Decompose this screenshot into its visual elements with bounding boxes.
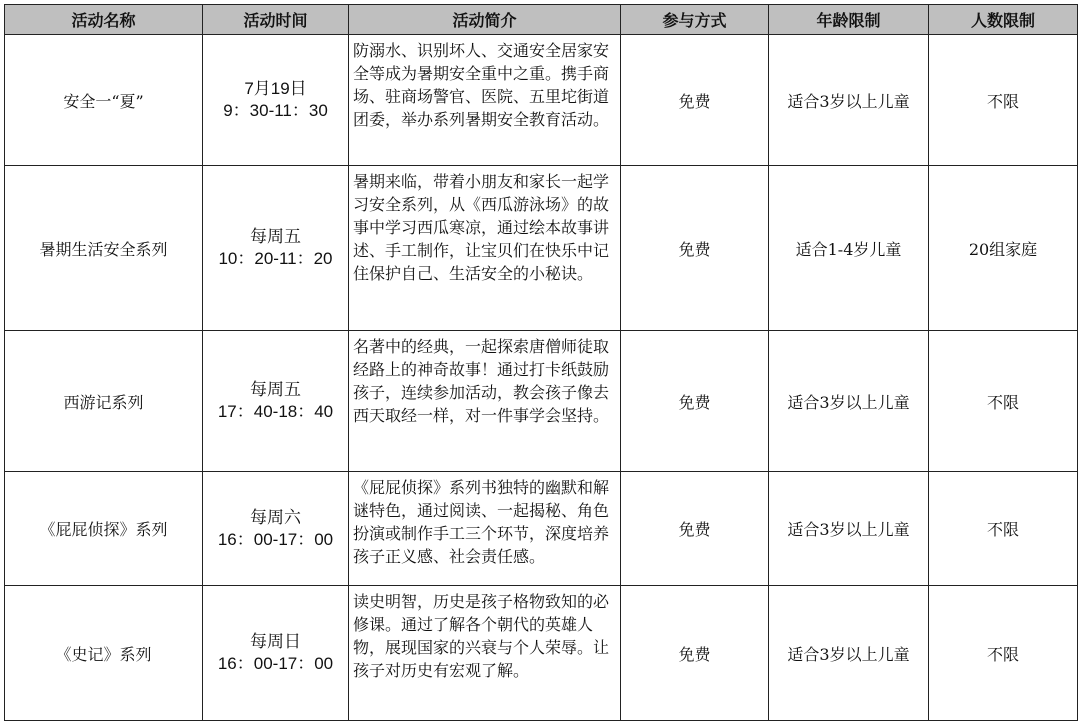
activity-date: 7月19日: [244, 79, 307, 98]
header-participation: 参与方式: [621, 5, 769, 35]
header-activity-name: 活动名称: [5, 5, 203, 35]
table-row: [5, 166, 1078, 331]
activity-time: [203, 35, 349, 166]
age-limit: 适合3岁以上儿童: [769, 586, 929, 721]
activity-time: [203, 166, 349, 331]
table-row: [5, 472, 1078, 586]
participation-method: 免费: [621, 35, 769, 166]
activity-date: 每周五: [250, 227, 301, 246]
activity-hours: 9：30-11：30: [223, 101, 328, 120]
activity-hours: 16：00-17：00: [217, 529, 334, 549]
activity-time: [203, 472, 349, 586]
headcount-limit: 不限: [929, 586, 1078, 721]
age-limit: 适合1-4岁儿童: [769, 166, 929, 331]
activity-intro: 名著中的经典，一起探索唐僧师徒取经路上的神奇故事！通过打卡纸鼓励孩子，连续参加活动，教会孩子像去西天取经一样，对一件事学会坚持。: [349, 331, 621, 472]
header-activity-intro: 活动简介: [349, 5, 621, 35]
activity-time: [203, 331, 349, 472]
participation-method: 免费: [621, 472, 769, 586]
activity-name: 安全一“夏”: [5, 35, 203, 166]
activity-name: 西游记系列: [5, 331, 203, 472]
participation-method: 免费: [621, 586, 769, 721]
activity-name: 《史记》系列: [5, 586, 203, 721]
table-row: [5, 35, 1078, 166]
activity-name: 《屁屁侦探》系列: [5, 472, 203, 586]
activity-hours: 16：00-17：00: [217, 654, 334, 673]
age-limit: 适合3岁以上儿童: [769, 472, 929, 586]
headcount-limit: 不限: [929, 472, 1078, 586]
activity-hours: 10：20-11：20: [218, 249, 333, 268]
activity-date: 每周六: [250, 507, 301, 527]
activity-intro: 防溺水、识别坏人、交通安全居家安全等成为暑期安全重中之重。携手商场、驻商场警官、医院、五里坨街道团委，举办系列暑期安全教育活动。: [349, 35, 621, 166]
activity-time: [203, 586, 349, 721]
header-age-limit: 年龄限制: [769, 5, 929, 35]
header-headcount-limit: 人数限制: [929, 5, 1078, 35]
table-row: [5, 331, 1078, 472]
activity-table: [4, 4, 1078, 721]
header-row: [5, 5, 1078, 35]
activity-intro: 暑期来临，带着小朋友和家长一起学习安全系列，从《西瓜游泳场》的故事中学习西瓜寒凉，通过绘本故事讲述、手工制作，让宝贝们在快乐中记住保护自己、生活安全的小秘诀。: [349, 166, 621, 331]
participation-method: 免费: [621, 331, 769, 472]
headcount-limit: 不限: [929, 331, 1078, 472]
headcount-limit: 20组家庭: [929, 166, 1078, 331]
header-activity-time: 活动时间: [203, 5, 349, 35]
activity-date: 每周五: [250, 380, 301, 399]
participation-method: 免费: [621, 166, 769, 331]
headcount-limit: 不限: [929, 35, 1078, 166]
activity-date: 每周日: [250, 632, 301, 651]
age-limit: 适合3岁以上儿童: [769, 331, 929, 472]
activity-intro: 读史明智，历史是孩子格物致知的必修课。通过了解各个朝代的英雄人物，展现国家的兴衰与个人荣辱。让孩子对历史有宏观了解。: [349, 586, 621, 721]
age-limit: 适合3岁以上儿童: [769, 35, 929, 166]
table-row: [5, 586, 1078, 721]
activity-name: 暑期生活安全系列: [5, 166, 203, 331]
activity-intro: 《屁屁侦探》系列书独特的幽默和解谜特色，通过阅读、一起揭秘、角色扮演或制作手工三个环节，深度培养孩子正义感、社会责任感。: [349, 472, 621, 586]
activity-hours: 17：40-18：40: [217, 402, 334, 421]
